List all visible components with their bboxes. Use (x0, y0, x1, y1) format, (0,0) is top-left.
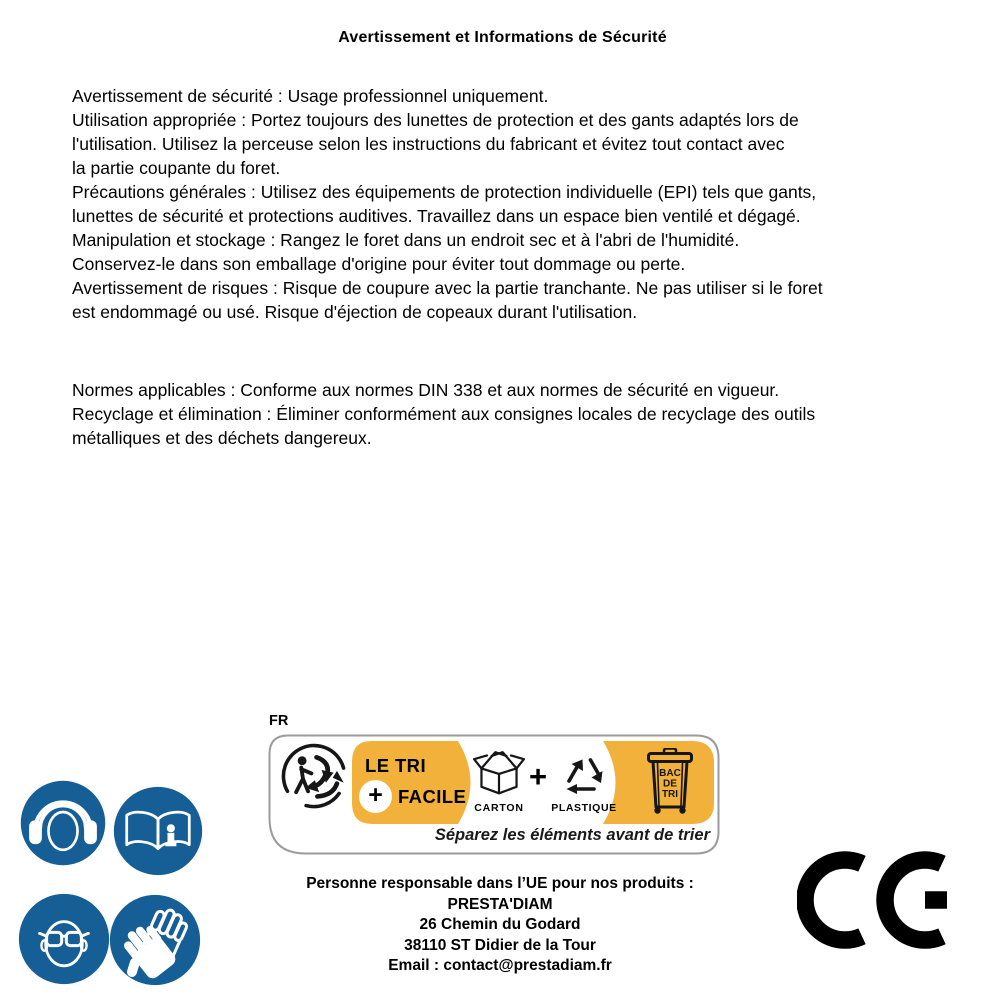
address-line: 26 Chemin du Godard (419, 916, 581, 934)
sorting-headline-top: LE TRI (365, 755, 426, 776)
safety-line: métalliques et des déchets dangereux. (72, 428, 372, 448)
wear-eye-protection-icon (17, 892, 111, 986)
sorting-headline-bottom: FACILE (398, 786, 467, 807)
plus-circle-icon: + (359, 780, 392, 813)
ce-marking-icon (797, 844, 947, 956)
safety-line: Manipulation et stockage : Rangez le foret dans un endroit sec et à l'abri de l'humidité. (72, 230, 740, 250)
safety-text-block-2 (72, 378, 815, 450)
safety-line: Conservez-le dans son emballage d'origine pour éviter tout dommage ou perte. (72, 254, 686, 274)
bin-text-line: DE (663, 778, 677, 790)
recycling-triangle-icon (561, 751, 607, 795)
triman-logo-icon (280, 742, 348, 810)
safety-line: Normes applicables : Conforme aux normes DIN 338 et aux normes de sécurité en vigueur. (72, 380, 780, 400)
safety-line: est endommagé ou usé. Risque d'éjection de copeaux durant l'utilisation. (72, 302, 638, 322)
safety-line: l'utilisation. Utilisez la perceuse selon les instructions du fabricant et évitez tout contact avec (72, 134, 785, 154)
bin-text-line: TRI (661, 789, 679, 800)
sorting-instruction: Séparez les éléments avant de trier (434, 826, 710, 844)
sorting-bin-icon (646, 748, 694, 816)
safety-text-block-1 (72, 84, 823, 324)
safety-line: Recyclage et élimination : Éliminer conformément aux consignes locales de recyclage des outils (72, 404, 816, 424)
cardboard-box-icon (471, 749, 527, 797)
company-name: PRESTA'DIAM (447, 895, 553, 913)
page-title: Avertissement et Informations de Sécurité (338, 29, 667, 46)
wear-protective-gloves-icon (108, 893, 202, 987)
address-line: 38110 ST Didier de la Tour (404, 936, 596, 954)
responsible-line: Personne responsable dans l’UE pour nos produits : (306, 875, 694, 892)
read-instruction-manual-icon (112, 785, 204, 877)
plus-separator: + (529, 759, 548, 794)
material-plastique-label: PLASTIQUE (551, 802, 617, 814)
bin-text-line: BAC (659, 768, 681, 779)
responsible-person-block (250, 874, 750, 977)
safety-line: Avertissement de sécurité : Usage professionnel uniquement. (72, 86, 549, 106)
safety-line: Utilisation appropriée : Portez toujours des lunettes de protection et des gants adaptés lors de (72, 110, 799, 130)
wear-ear-protection-icon (19, 779, 107, 867)
safety-line: Avertissement de risques : Risque de coupure avec la partie tranchante. Ne pas utiliser si le foret (72, 278, 823, 298)
email-line: Email : contact@prestadiam.fr (388, 957, 612, 975)
material-carton-label: CARTON (474, 802, 524, 814)
recycling-sorting-label (268, 734, 720, 855)
safety-line: lunettes de sécurité et protections auditives. Travaillez dans un espace bien ventilé et dégagé. (72, 206, 801, 226)
safety-line: la partie coupante du foret. (72, 158, 281, 178)
country-code-label: FR (269, 713, 289, 729)
safety-line: Précautions générales : Utilisez des équipements de protection individuelle (EPI) tels que gants, (72, 182, 817, 202)
